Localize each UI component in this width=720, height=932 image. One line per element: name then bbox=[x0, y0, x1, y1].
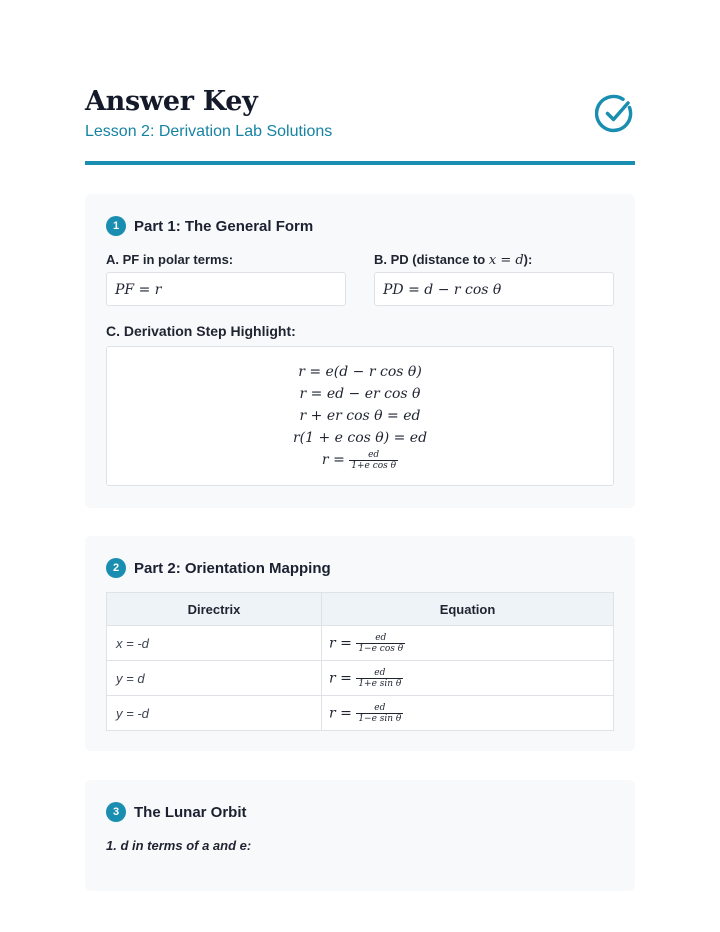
section-lunar-orbit bbox=[85, 780, 635, 891]
equation-cell: r = $\frac{ed}{\text{1−e cos θ}}$ bbox=[322, 626, 614, 661]
orientation-table bbox=[106, 592, 614, 731]
table-row bbox=[107, 626, 614, 661]
label-pf: A. PF in polar terms: bbox=[106, 252, 234, 267]
derivation-step: r = ed − er cos θ bbox=[299, 386, 421, 402]
derivation-step: r = e(d − r cos θ) bbox=[298, 364, 422, 380]
page-subtitle: Lesson 2: Derivation Lab Solutions bbox=[85, 123, 333, 140]
table-row bbox=[107, 696, 614, 731]
derivation-box bbox=[106, 346, 614, 486]
label-pd: B. PD (distance to x = d): bbox=[374, 252, 533, 268]
answer-pf: PF = r bbox=[115, 282, 162, 298]
directrix-cell: y = d bbox=[107, 661, 322, 696]
label-derivation: C. Derivation Step Highlight: bbox=[106, 323, 296, 339]
derivation-final: r = $\frac{ed}{\text{1+e cos θ}}$ bbox=[321, 449, 397, 471]
derivation-step: r(1 + e cos θ) = ed bbox=[292, 430, 428, 446]
equation-cell: r = $\frac{ed}{\text{1+e sin θ}}$ bbox=[322, 661, 614, 696]
header-divider bbox=[85, 161, 635, 165]
section-general-form bbox=[85, 194, 635, 508]
section-number-badge: 1 bbox=[106, 216, 126, 236]
directrix-cell: y = -d bbox=[107, 696, 322, 731]
section-title: Part 2: Orientation Mapping bbox=[134, 559, 331, 577]
equation-cell: r = $\frac{ed}{\text{1−e sin θ}}$ bbox=[322, 696, 614, 731]
derivation-step: r + er cos θ = ed bbox=[299, 408, 421, 424]
section-title: The Lunar Orbit bbox=[134, 803, 247, 821]
table-row bbox=[107, 661, 614, 696]
check-circle-icon bbox=[595, 94, 635, 134]
answer-box-pf bbox=[106, 272, 346, 306]
page-title: Answer Key bbox=[85, 86, 258, 117]
section-number-badge: 3 bbox=[106, 802, 126, 822]
table-header-row bbox=[107, 593, 614, 626]
answer-pd: PD = d − r cos θ bbox=[383, 282, 502, 298]
directrix-cell: x = -d bbox=[107, 626, 322, 661]
column-header-directrix: Directrix bbox=[107, 593, 322, 626]
section-title: Part 1: The General Form bbox=[134, 217, 314, 235]
question-1: 1. d in terms of a and e: bbox=[106, 838, 252, 853]
header bbox=[85, 86, 635, 141]
column-header-equation: Equation bbox=[322, 593, 614, 626]
section-number-badge: 2 bbox=[106, 558, 126, 578]
section-orientation-mapping bbox=[85, 536, 635, 751]
answer-box-pd bbox=[374, 272, 614, 306]
